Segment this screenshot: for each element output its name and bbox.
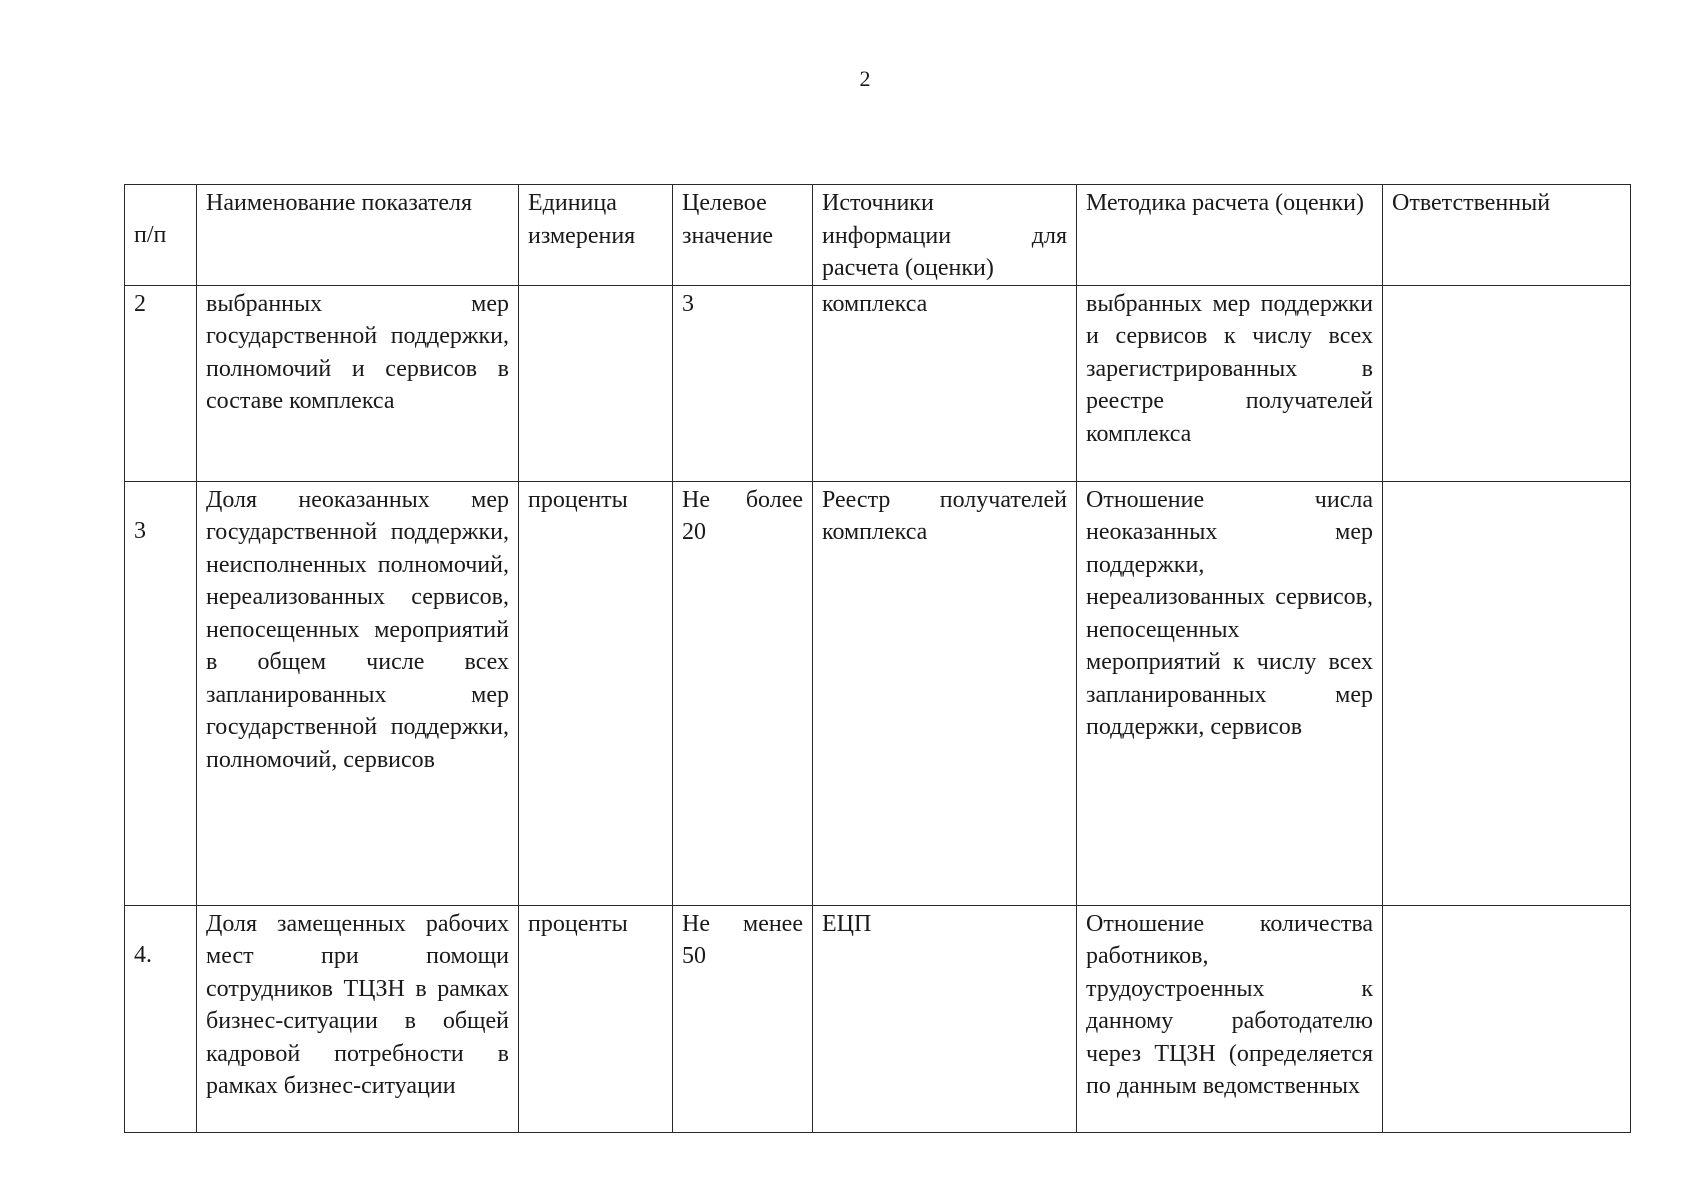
target-value: 3 bbox=[673, 285, 813, 481]
table-row bbox=[125, 481, 1631, 905]
header-name: Наименование показателя bbox=[197, 185, 519, 286]
table-header-row bbox=[125, 185, 1631, 286]
calc-method: Отношение числа неоказанных мер поддержки, нереализованных сервисов, непосещенных мероприятий к числу всех запланированных мер поддержки, сервисов bbox=[1077, 481, 1383, 905]
info-source: комплекса bbox=[813, 285, 1077, 481]
responsible-cell bbox=[1383, 905, 1631, 1132]
unit-cell bbox=[519, 285, 673, 481]
header-target: Целевое значение bbox=[673, 185, 813, 286]
header-responsible: Ответственный bbox=[1383, 185, 1631, 286]
indicators-table bbox=[124, 184, 1631, 1133]
indicator-name: выбранных мер государственной поддержки, полномочий и сервисов в составе комплекса bbox=[197, 285, 519, 481]
unit-cell: проценты bbox=[519, 481, 673, 905]
header-unit: Единица измерения bbox=[519, 185, 673, 286]
unit-cell: проценты bbox=[519, 905, 673, 1132]
header-method: Методика расчета (оценки) bbox=[1077, 185, 1383, 286]
page-number: 2 bbox=[859, 66, 871, 91]
indicator-name: Доля неоказанных мер государственной поддержки, неисполненных полномочий, нереализованных сервисов, непосещенных мероприятий в общем числе всех запланированных мер государственной поддержки, полномочий, сервисов bbox=[197, 481, 519, 905]
info-source: Реестр получателей комплекса bbox=[813, 481, 1077, 905]
table-row bbox=[125, 905, 1631, 1132]
indicator-name: Доля замещенных рабочих мест при помощи сотрудников ТЦЗН в рамках бизнес-ситуации в общей кадровой потребности в рамках бизнес-ситуации bbox=[197, 905, 519, 1132]
calc-method: Отношение количества работников, трудоустроенных к данному работодателю через ТЦЗН (определяется по данным ведомственных bbox=[1077, 905, 1383, 1132]
target-value: Не более 20 bbox=[673, 481, 813, 905]
header-num: п/п bbox=[125, 185, 197, 286]
responsible-cell bbox=[1383, 481, 1631, 905]
row-number: 4. bbox=[125, 905, 197, 1132]
target-value: Не менее 50 bbox=[673, 905, 813, 1132]
row-number: 3 bbox=[125, 481, 197, 905]
info-source: ЕЦП bbox=[813, 905, 1077, 1132]
calc-method: выбранных мер поддержки и сервисов к числу всех зарегистрированных в реестре получателей комплекса bbox=[1077, 285, 1383, 481]
responsible-cell bbox=[1383, 285, 1631, 481]
row-number: 2 bbox=[125, 285, 197, 481]
header-source: Источники информации для расчета (оценки) bbox=[813, 185, 1077, 286]
table-row bbox=[125, 285, 1631, 481]
